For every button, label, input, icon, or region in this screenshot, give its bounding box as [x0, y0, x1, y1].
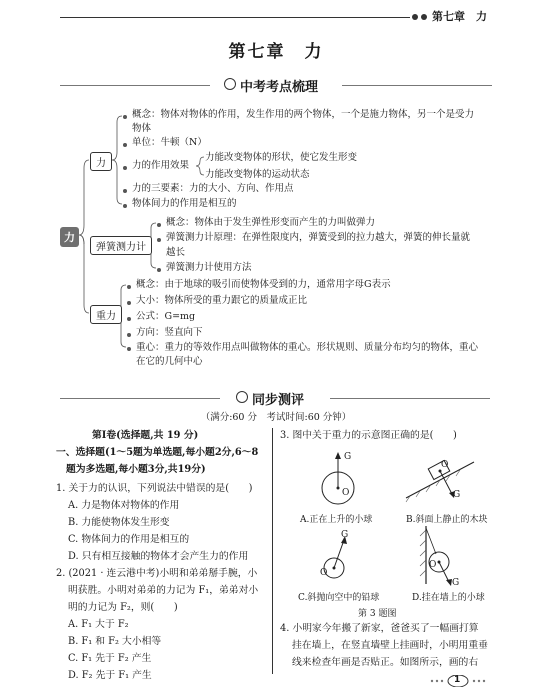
spring-principle: 弹簧测力计原理：在弹性限度内，弹簧受到的拉力越大，弹簧的伸长量就	[166, 232, 471, 243]
header-chapter-tag: 第七章 力	[432, 10, 487, 23]
bullet	[127, 301, 131, 305]
q4-stem-cont: 挂在墙上，在竖直墙壁上挂画时，小明用重垂	[292, 640, 488, 651]
mindmap-node-spring-scale: 弹簧测力计	[90, 236, 152, 255]
column-divider	[272, 428, 273, 674]
q1-stem: 1. 关于力的认识，下列说法中错误的是( )	[56, 483, 253, 494]
connector-root-force	[79, 160, 89, 235]
q2-stem-cont: 明的力记为 F₂，则( )	[68, 602, 178, 613]
spring-principle-cont: 越长	[166, 247, 186, 258]
q3-stem: 3. 图中关于重力的示意图正确的是( )	[280, 430, 457, 441]
point-label: O	[320, 568, 328, 578]
page-number: 1	[454, 675, 461, 685]
q1-option-d: D. 只有相互接触的物体才会产生力的作用	[68, 551, 249, 562]
force-effect: 力的作用效果	[132, 160, 190, 171]
q4-stem-cont: 线来检查年画是否贴正。如图所示，画的右	[292, 657, 479, 668]
q2-option-b: B. F₁ 和 F₂ 大小相等	[68, 636, 162, 647]
mindmap-root: 力	[60, 227, 79, 247]
q1-option-c: C. 物体间力的作用是相互的	[68, 534, 190, 545]
q3-caption-c: C.斜抛向空中的铅球	[298, 593, 380, 603]
bullet	[123, 204, 127, 208]
bullet	[127, 347, 131, 351]
force-mutual: 物体间力的作用是相互的	[132, 198, 237, 209]
chapter-title: 第七章 力	[228, 42, 324, 62]
bullet	[123, 166, 127, 170]
connector-force-top	[112, 116, 122, 160]
connector-effect-bottom	[196, 166, 204, 175]
force-label: G	[341, 530, 349, 540]
q2-option-c: C. F₁ 先于 F₂ 产生	[68, 653, 152, 664]
q3-caption-a: A.正在上升的小球	[300, 515, 373, 525]
q2-option-a: A. F₁ 大于 F₂	[68, 619, 129, 630]
point-label: O	[342, 488, 350, 498]
force-three-elements: 力的三要素：力的大小、方向、作用点	[132, 183, 294, 194]
section-heading: 一、选择题(1～5题为单选题,每小题2分,6～8	[56, 447, 259, 458]
force-effect-shape: 力能改变物体的形状，使它发生形变	[205, 152, 358, 163]
q3-figure-d	[404, 524, 484, 588]
bullet	[127, 333, 131, 337]
point-label: O	[429, 560, 437, 570]
q1-option-b: B. 力能使物体发生形变	[68, 517, 170, 528]
section-title: 中考考点梳理	[240, 80, 319, 95]
bullet	[123, 143, 127, 147]
q2-stem-cont: 明获胜。小明对弟弟的力记为 F₁，弟弟对小	[68, 585, 259, 596]
clock-icon	[236, 391, 248, 403]
bullet	[123, 115, 127, 119]
gravity-magnitude: 大小：物体所受的重力跟它的质量成正比	[136, 295, 308, 306]
q4-stem: 4. 小明家今年搬了新家，爸爸买了一幅画打算	[280, 623, 479, 634]
force-label: G	[453, 490, 461, 500]
mindmap-node-force: 力	[90, 152, 112, 171]
force-label: G	[344, 452, 352, 462]
page-number-badge	[428, 675, 488, 687]
connector-force-bottom	[112, 160, 122, 204]
force-concept: 概念：物体对物体的作用，发生作用的两个物体，一个是施力物体，另一个是受力	[132, 109, 475, 120]
bullet	[127, 285, 131, 289]
q3-figure-caption: 第 3 题图	[358, 609, 397, 619]
section-rule-right	[330, 398, 490, 399]
bullet	[127, 317, 131, 321]
q2-option-d: D. F₂ 先于 F₁ 产生	[68, 670, 152, 681]
bullet	[123, 189, 127, 193]
force-label: G	[452, 578, 460, 588]
spring-concept: 概念：物体由于发生弹性形变而产生的力叫做弹力	[166, 217, 376, 228]
gravity-center-cont: 在它的几何中心	[136, 356, 203, 367]
gravity-formula: 公式：G=mg	[136, 311, 196, 322]
spring-usage: 弹簧测力计使用方法	[166, 262, 252, 273]
part-title: 第Ⅰ卷(选择题,共 19 分)	[92, 430, 199, 441]
q3-caption-b: B.斜面上静止的木块	[406, 515, 488, 525]
q3-figure-b	[400, 450, 480, 508]
q2-stem: 2. (2021 · 连云港中考)小明和弟弟掰手腕，小	[56, 568, 258, 579]
q3-caption-d: D.挂在墙上的小球	[412, 593, 485, 603]
force-concept-cont: 物体	[132, 123, 152, 134]
point-label: O	[441, 460, 449, 470]
force-unit: 单位：牛顿（N）	[132, 137, 207, 148]
section-heading-cont: 题为多选题,每小题3分,共19分)	[66, 464, 206, 475]
bullet	[157, 223, 161, 227]
bullet	[157, 238, 161, 242]
force-effect-motion: 力能改变物体的运动状态	[205, 169, 310, 180]
bullet	[157, 268, 161, 272]
connector-effect-top	[196, 157, 204, 166]
gravity-direction: 方向：竖直向下	[136, 327, 203, 338]
mindmap-node-gravity: 重力	[90, 305, 122, 324]
section-title: 同步测评	[252, 393, 305, 408]
exam-meta: （满分:60 分 考试时间:60 分钟）	[200, 412, 352, 423]
q1-option-a: A. 力是物体对物体的作用	[68, 500, 180, 511]
gravity-center: 重心：重力的等效作用点叫做物体的重心。形状规则、质量分布均匀的物体，重心	[136, 342, 479, 353]
gravity-concept: 概念：由于地球的吸引而使物体受到的力，通常用字母G表示	[136, 279, 391, 290]
connector-root-gravity	[79, 235, 89, 313]
section-rule-left	[60, 398, 220, 399]
